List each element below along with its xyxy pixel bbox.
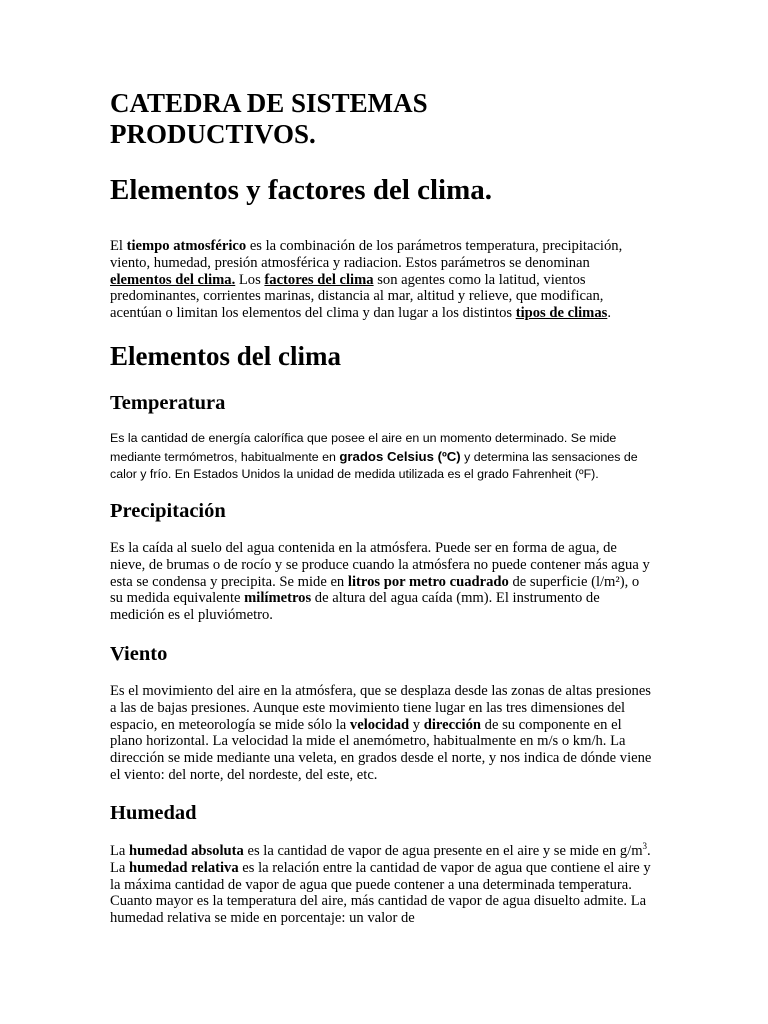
humedad-text-3: . La — [110, 843, 651, 876]
intro-text-3: Los — [235, 271, 265, 288]
factores-clima-link[interactable]: factores del clima — [264, 271, 374, 288]
section-heading-elementos: Elementos del clima — [110, 341, 341, 371]
intro-text-5: . — [607, 305, 611, 322]
precipitacion-text-2: de superficie (l/m²), o su medida equivalente — [110, 573, 640, 607]
viento-text-3: de su componente en el plano horizontal. La velocidad la mide el anemómetro, habitualmente en m/s o km/h. La dirección se mide mediante una veleta, en grados desde el norte, y nos indica de dónde viene el viento: del norte, del nordeste, del este, etc. — [110, 716, 652, 783]
intro-text-1: El — [110, 238, 127, 254]
precipitacion-paragraph — [110, 540, 655, 624]
intro-text-2: es la combinación de los parámetros temperatura, precipitación, viento, humedad, presión atmosférica y radiacion. Estos parámetros se denominan — [110, 238, 623, 271]
humedad-bold-absoluta: humedad absoluta — [129, 843, 244, 859]
intro-text-4: son agentes como la latitud, vientos predominantes, corrientes marinas, distancia al mar, altitud y relieve, que modifican, acentúan o limitan los elementos del clima y dan lugar a los distintos — [110, 271, 604, 322]
viento-text-1: Es el movimiento del aire en la atmósfera, que se desplaza desde las zonas de altas presiones a las de bajas presiones. Aunque este movimiento tiene lugar en las tres dimensiones del espacio, en meteorología se mide sólo la — [110, 683, 651, 733]
heading-viento: Viento — [110, 643, 168, 665]
viento-text-2: y — [409, 716, 424, 733]
heading-humedad: Humedad — [110, 802, 197, 824]
humedad-superscript: 3 — [642, 841, 648, 852]
precipitacion-bold-litros: litros por metro cuadrado — [347, 573, 509, 590]
humedad-bold-relativa: humedad relativa — [129, 859, 239, 876]
viento-bold-direccion: dirección — [423, 716, 481, 733]
precipitacion-text-1: Es la caída al suelo del agua contenida en la atmósfera. Puede ser en forma de agua, de nieve, de brumas o de rocío y se produce cuando la atmósfera no puede contener más agua y esta se condensa y precipita. Se mide en — [110, 540, 650, 590]
precipitacion-text-3: de altura del agua caída (mm). El instrumento de medición es el pluviómetro. — [110, 590, 600, 624]
temperatura-text-2: y determina las sensaciones de calor y frío. En Estados Unidos la unidad de medida utilizada es el grado Fahrenheit (ºF). — [110, 449, 638, 481]
precipitacion-bold-milimetros: milímetros — [244, 590, 312, 607]
document-subtitle: Elementos y factores del clima. — [110, 174, 493, 206]
humedad-paragraph — [110, 843, 655, 927]
elementos-clima-link[interactable]: elementos del clima. — [110, 271, 236, 288]
humedad-text-4: es la relación entre la cantidad de vapor de agua que contiene el aire y la máxima cantidad de vapor de agua que puede contener a una determinada temperatura. Cuanto mayor es la temperatura del aire, más cantidad de vapor de agua disuelto admite. La humedad relativa se mide en porcentaje: un valor de — [110, 859, 651, 927]
intro-paragraph — [110, 238, 655, 322]
tipos-climas-link[interactable]: tipos de climas — [515, 305, 608, 322]
temperatura-text-1: Es la cantidad de energía calorífica que posee el aire en un momento determinado. Se mide mediante termómetros, habitualmente en — [110, 431, 617, 464]
document-title: CATEDRA DE SISTEMAS PRODUCTIVOS. — [110, 88, 428, 149]
viento-bold-velocidad: velocidad — [349, 716, 410, 733]
temperatura-bold-celsius: grados Celsius (ºC) — [339, 448, 461, 464]
temperatura-paragraph — [110, 430, 655, 484]
humedad-text-2: es la cantidad de vapor de agua presente en el aire y se mide en g/m — [243, 843, 643, 859]
heading-precipitacion: Precipitación — [110, 500, 226, 522]
intro-bold-tiempo: tiempo atmosférico — [126, 238, 247, 254]
heading-temperatura: Temperatura — [110, 392, 226, 414]
humedad-text-1: La — [110, 843, 130, 859]
viento-paragraph — [110, 683, 655, 784]
